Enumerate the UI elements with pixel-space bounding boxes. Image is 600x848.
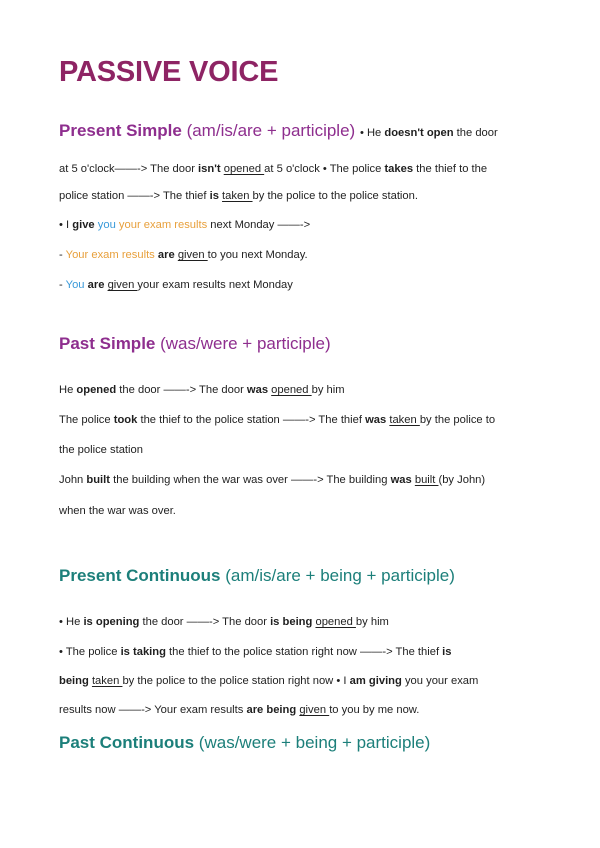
pc-l1-t1: • He (59, 616, 84, 628)
pc-l3-b1: being (59, 675, 89, 687)
ps-l3-u1: taken (222, 190, 253, 202)
pst-line3 (59, 444, 143, 456)
pst-l1-t2: the door ——-> The door (116, 384, 247, 396)
ps-l5-t4: to you next Monday. (207, 249, 308, 261)
ps-l5-b1: are (157, 249, 175, 261)
pc-l1-t4: by him (355, 616, 389, 628)
pst-l1-b1: opened (76, 384, 117, 396)
ps-l2-u1: opened (223, 163, 265, 175)
pc-l3-t2: by the police to the police station right now • I (122, 675, 350, 687)
pst-l1-u1: opened (271, 384, 312, 396)
pc-line3 (59, 675, 478, 687)
present-continuous-name: Present Continuous (59, 566, 221, 585)
ps-l6-c1: You (65, 279, 85, 291)
pc-l1-t2: the door ——-> The door (139, 616, 271, 628)
ps-l2-b1: isn't (198, 163, 221, 175)
heading-present-continuous (59, 566, 455, 586)
past-simple-formula: (was/were + participle) (160, 334, 331, 353)
ps-l6-b1: are (87, 279, 105, 291)
pst-l2-b2: was (365, 414, 387, 426)
pc-line1 (59, 616, 389, 628)
ps-l4-c2: your exam results (118, 219, 208, 231)
pst-l2-t4: by the police to (419, 414, 496, 426)
pc-l2-b2: is (442, 646, 452, 658)
pc-l4-b1: are being (246, 704, 297, 716)
ps-line1 (360, 127, 498, 139)
pc-l1-b2: is being (270, 616, 313, 628)
present-continuous-formula: (am/is/are + being + participle) (225, 566, 455, 585)
pst-l1-b2: was (246, 384, 269, 396)
past-continuous-formula: (was/were + being + participle) (198, 733, 431, 752)
ps-l3-t1: police station ——-> The thief (59, 190, 210, 202)
pc-l2-t1: • The police (59, 646, 121, 658)
ps-l2-t3: at 5 o'clock • The police (264, 163, 385, 175)
present-simple-formula: (am/is/are + participle) (186, 121, 356, 140)
pc-l3-u1: taken (91, 675, 123, 687)
ps-l5-u1: given (177, 249, 208, 261)
pst-l5-t1: when the war was over. (59, 505, 176, 517)
pst-l4-u1: built (414, 474, 439, 486)
ps-line6 (59, 279, 293, 291)
pc-l2-b1: is taking (120, 646, 166, 658)
ps-l1-bullet: • He (359, 127, 385, 139)
pc-line2 (59, 646, 452, 658)
ps-l2-t4: the thief to the (413, 163, 488, 175)
heading-present-simple (59, 121, 498, 141)
ps-l6-t1: - (59, 279, 66, 291)
pc-l4-t3: to you by me now. (329, 704, 420, 716)
ps-l3-t3: by the police to the police station. (252, 190, 418, 202)
ps-l4-c1: you (97, 219, 116, 231)
pst-l4-t2: the building when the war was over ——-> The building (110, 474, 391, 486)
pst-l4-t4: (by John) (438, 474, 486, 486)
heading-past-simple (59, 334, 331, 354)
ps-l1-text: the door (453, 127, 498, 139)
ps-l4-t1: • I (59, 219, 73, 231)
ps-l6-u1: given (107, 279, 138, 291)
pc-l1-b1: is opening (83, 616, 140, 628)
ps-line4 (59, 219, 310, 231)
present-simple-name: Present Simple (59, 121, 182, 140)
ps-l6-t4: your exam results next Monday (137, 279, 293, 291)
pc-l4-u1: given (299, 704, 330, 716)
pst-line2 (59, 414, 495, 426)
pst-l4-b1: built (86, 474, 110, 486)
pst-l4-b2: was (390, 474, 412, 486)
pst-l2-t1: The police (59, 414, 114, 426)
past-simple-name: Past Simple (59, 334, 156, 353)
ps-l1-bold: doesn't open (384, 127, 454, 139)
ps-line2 (59, 163, 487, 175)
ps-l2-b2: takes (384, 163, 414, 175)
ps-l3-b1: is (209, 190, 219, 202)
ps-l5-t1: - (59, 249, 66, 261)
pc-l1-u1: opened (315, 616, 356, 628)
pc-l3-b2: am giving (349, 675, 402, 687)
ps-line3 (59, 190, 418, 202)
pst-l2-u1: taken (389, 414, 420, 426)
past-continuous-name: Past Continuous (59, 733, 195, 752)
pst-l4-t1: John (59, 474, 87, 486)
ps-line5 (59, 249, 308, 261)
pst-l2-b1: took (113, 414, 138, 426)
pc-l4-t1: results now ——-> Your exam results (59, 704, 247, 716)
pc-l2-t2: the thief to the police station right now ——-> The thief (165, 646, 443, 658)
pst-line5 (59, 505, 176, 517)
pst-line1 (59, 384, 345, 396)
heading-past-continuous (59, 733, 430, 753)
page-title: PASSIVE VOICE (59, 56, 279, 88)
ps-l2-t1: at 5 o'clock——-> The door (59, 163, 199, 175)
pst-l1-t1: He (59, 384, 77, 396)
ps-l5-c1: Your exam results (65, 249, 155, 261)
pst-l3-t1: the police station (59, 444, 143, 456)
ps-l4-t4: next Monday ——-> (207, 219, 311, 231)
pst-line4 (59, 474, 485, 486)
pc-l3-t3: you your exam (401, 675, 479, 687)
ps-l4-b1: give (72, 219, 95, 231)
pst-l2-t2: the thief to the police station ——-> The thief (137, 414, 366, 426)
pc-line4 (59, 704, 419, 716)
pst-l1-t4: by him (311, 384, 345, 396)
